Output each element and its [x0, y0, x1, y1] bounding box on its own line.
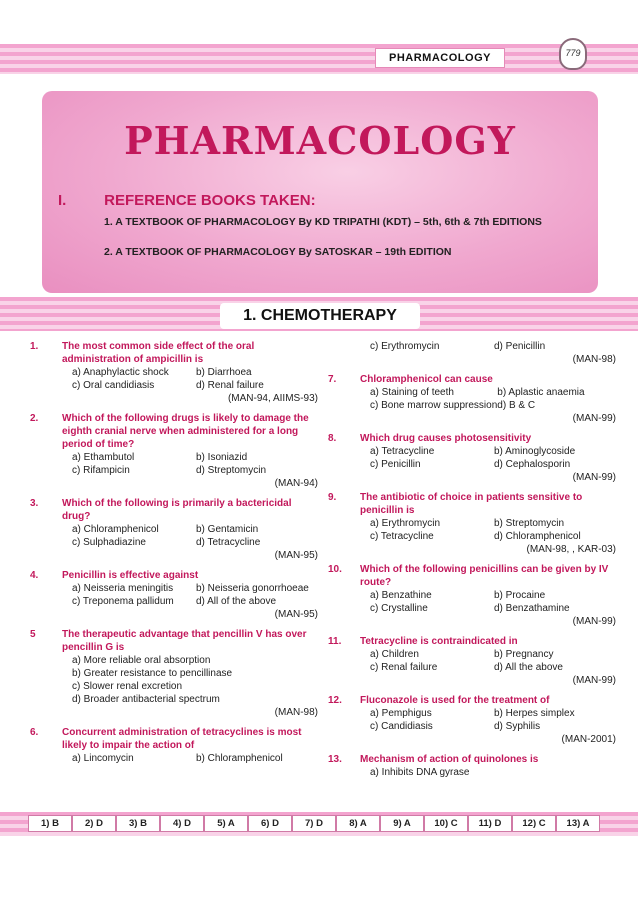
exam-reference: (MAN-94, AIIMS-93): [227, 393, 318, 404]
option-list: [72, 582, 320, 608]
option-list: [370, 648, 618, 674]
answer-option: a) Staining of teeth: [370, 387, 454, 398]
exam-reference: (MAN-95): [274, 609, 318, 620]
question-number: 11.: [328, 636, 342, 647]
section-numeral: I.: [58, 192, 67, 209]
question-text: The therapeutic advantage that pencillin V has over pencillin G is: [62, 629, 307, 653]
exam-reference: (MAN-99): [572, 413, 616, 424]
answer-option: c) Candidiasis: [370, 721, 433, 732]
question: [30, 340, 320, 405]
question-number: 9.: [328, 492, 337, 503]
answer-option: d) Tetracycline: [196, 537, 261, 548]
answer-option: a) Ethambutol: [72, 452, 135, 463]
answer-option: c) Erythromycin: [370, 341, 440, 352]
reference-book: 1. A TEXTBOOK OF PHARMACOLOGY By KD TRIPATHI (KDT) – 5th, 6th & 7th EDITIONS: [104, 216, 542, 228]
option-list: [72, 366, 320, 392]
answer-option: c) Tetracycline: [370, 531, 434, 542]
question-text: Tetracycline is contraindicated in: [360, 636, 518, 647]
answer-cell: 6) D: [248, 815, 292, 832]
answer-option: a) Pemphigus: [370, 708, 432, 719]
answer-option: a) Chloramphenicol: [72, 524, 159, 535]
answer-option: d) Syphilis: [494, 721, 541, 732]
exam-reference: (MAN-99): [572, 472, 616, 483]
answer-option: c) Treponema pallidum: [72, 596, 174, 607]
question-number: 3.: [30, 498, 39, 509]
answer-option: d) Benzathamine: [494, 603, 570, 614]
left-column: [30, 340, 320, 772]
exam-reference: (MAN-95): [274, 550, 318, 561]
option-list: [370, 766, 618, 779]
question-text: Mechanism of action of quinolones is: [360, 754, 539, 765]
question: [328, 635, 618, 687]
question-text: The antibiotic of choice in patients sensitive to penicillin is: [360, 492, 583, 516]
question-text: Which of the following drugs is likely to damage the eighth cranial nerve when administered for a long period of time?: [62, 413, 309, 450]
answer-option: d) Chloramphenicol: [494, 531, 581, 542]
answer-cell: 10) C: [424, 815, 468, 832]
question-number: 8.: [328, 433, 337, 444]
question: [30, 628, 320, 719]
question-text: Fluconazole is used for the treatment of: [360, 695, 550, 706]
answer-option: c) Bone marrow suppression: [370, 400, 498, 411]
exam-reference: (MAN-94): [274, 478, 318, 489]
answer-option: d) All the above: [494, 662, 563, 673]
answer-cell: 2) D: [72, 815, 116, 832]
question-number: 1.: [30, 341, 39, 352]
answer-option: c) Penicillin: [370, 459, 421, 470]
answer-option: c) Crystalline: [370, 603, 428, 614]
exam-reference: (MAN-98): [274, 707, 318, 718]
question-text: Which of the following is primarily a bactericidal drug?: [62, 498, 292, 522]
question-number: 2.: [30, 413, 39, 424]
page-number: 779: [559, 38, 587, 70]
exam-reference: (MAN-99): [572, 675, 616, 686]
question-text: Which of the following penicillins can be given by IV route?: [360, 564, 609, 588]
question-number: 5: [30, 629, 36, 640]
answer-cell: 3) B: [116, 815, 160, 832]
answer-option: a) More reliable oral absorption: [72, 655, 211, 666]
answer-key: [28, 815, 600, 832]
question: [328, 753, 618, 779]
page-title: PHARMACOLOGY: [124, 118, 516, 163]
question: [328, 563, 618, 628]
option-list: [370, 589, 618, 615]
option-list: [370, 386, 618, 412]
question-number: 4.: [30, 570, 39, 581]
answer-option: a) Inhibits DNA gyrase: [370, 767, 470, 778]
answer-option: d) Broader antibacterial spectrum: [72, 694, 220, 705]
answer-option: b) Procaine: [494, 590, 546, 601]
section-title: REFERENCE BOOKS TAKEN:: [104, 192, 316, 209]
exam-reference: (MAN-98): [572, 354, 616, 365]
answer-option: b) Diarrhoea: [196, 367, 252, 378]
answer-option: b) Greater resistance to pencillinase: [72, 668, 233, 679]
reference-book: 2. A TEXTBOOK OF PHARMACOLOGY By SATOSKAR – 19th EDITION: [104, 246, 452, 258]
answer-cell: 7) D: [292, 815, 336, 832]
header-band: [0, 44, 638, 74]
question: [328, 491, 618, 556]
answer-cell: 9) A: [380, 815, 424, 832]
answer-option: b) Neisseria gonorrhoeae: [196, 583, 309, 594]
answer-option: c) Rifampicin: [72, 465, 130, 476]
answer-option: d) B & C: [497, 400, 536, 411]
question: [328, 694, 618, 746]
chapter-title: 1. CHEMOTHERAPY: [220, 303, 420, 329]
answer-cell: 8) A: [336, 815, 380, 832]
answer-option: b) Herpes simplex: [494, 708, 575, 719]
reference-heading: [58, 192, 316, 209]
question-text: Which drug causes photosensitivity: [360, 433, 532, 444]
question-text: Chloramphenicol can cause: [360, 374, 493, 385]
answer-option: c) Slower renal excretion: [72, 681, 183, 692]
answer-option: b) Gentamicin: [196, 524, 259, 535]
answer-option: a) Benzathine: [370, 590, 432, 601]
option-list: [72, 654, 320, 706]
question-number: 10.: [328, 564, 342, 575]
question: [328, 432, 618, 484]
question-number: 13.: [328, 754, 342, 765]
answer-cell: 4) D: [160, 815, 204, 832]
answer-option: d) Streptomycin: [196, 465, 267, 476]
answer-option: b) Isoniazid: [196, 452, 248, 463]
question: [328, 373, 618, 425]
answer-option: b) Pregnancy: [494, 649, 554, 660]
question-text: Penicillin is effective against: [62, 570, 199, 581]
answer-option: a) Neisseria meningitis: [72, 583, 174, 594]
answer-option: a) Anaphylactic shock: [72, 367, 169, 378]
answer-option: b) Streptomycin: [494, 518, 565, 529]
question: [30, 497, 320, 562]
answer-cell: 5) A: [204, 815, 248, 832]
answer-option: c) Renal failure: [370, 662, 438, 673]
option-list: [72, 752, 320, 765]
question-number: 12.: [328, 695, 342, 706]
answer-option: d) All of the above: [196, 596, 277, 607]
option-list: [370, 707, 618, 733]
answer-option: d) Cephalosporin: [494, 459, 571, 470]
answer-option: a) Erythromycin: [370, 518, 441, 529]
answer-option: c) Sulphadiazine: [72, 537, 146, 548]
question: [30, 412, 320, 490]
subject-header: PHARMACOLOGY: [375, 48, 505, 68]
answer-cell: 13) A: [556, 815, 600, 832]
answer-cell: 11) D: [468, 815, 512, 832]
answer-option: a) Tetracycline: [370, 446, 435, 457]
answer-option: b) Chloramphenicol: [196, 753, 283, 764]
exam-reference: (MAN-98, , KAR-03): [526, 544, 616, 555]
option-list: [370, 340, 618, 353]
answer-option: d) Renal failure: [196, 380, 264, 391]
answer-option: a) Lincomycin: [72, 753, 134, 764]
right-column: [328, 340, 618, 786]
answer-option: a) Children: [370, 649, 419, 660]
exam-reference: (MAN-2001): [561, 734, 616, 745]
option-list: [72, 523, 320, 549]
option-list: [370, 445, 618, 471]
option-list: [72, 451, 320, 477]
answer-option: d) Penicillin: [494, 341, 546, 352]
answer-option: b) Aplastic anaemia: [497, 387, 585, 398]
question-text: Concurrent administration of tetracyclines is most likely to impair the action of: [62, 727, 302, 751]
question-number: 7.: [328, 374, 337, 385]
option-list: [370, 517, 618, 543]
answer-cell: 1) B: [28, 815, 72, 832]
answer-cell: 12) C: [512, 815, 556, 832]
question-number: 6.: [30, 727, 39, 738]
exam-reference: (MAN-99): [572, 616, 616, 627]
question: [30, 726, 320, 765]
answer-option: c) Oral candidiasis: [72, 380, 155, 391]
question: [30, 569, 320, 621]
question-text: The most common side effect of the oral administration of ampicillin is: [62, 341, 255, 365]
question: [328, 340, 618, 366]
answer-option: b) Aminoglycoside: [494, 446, 576, 457]
